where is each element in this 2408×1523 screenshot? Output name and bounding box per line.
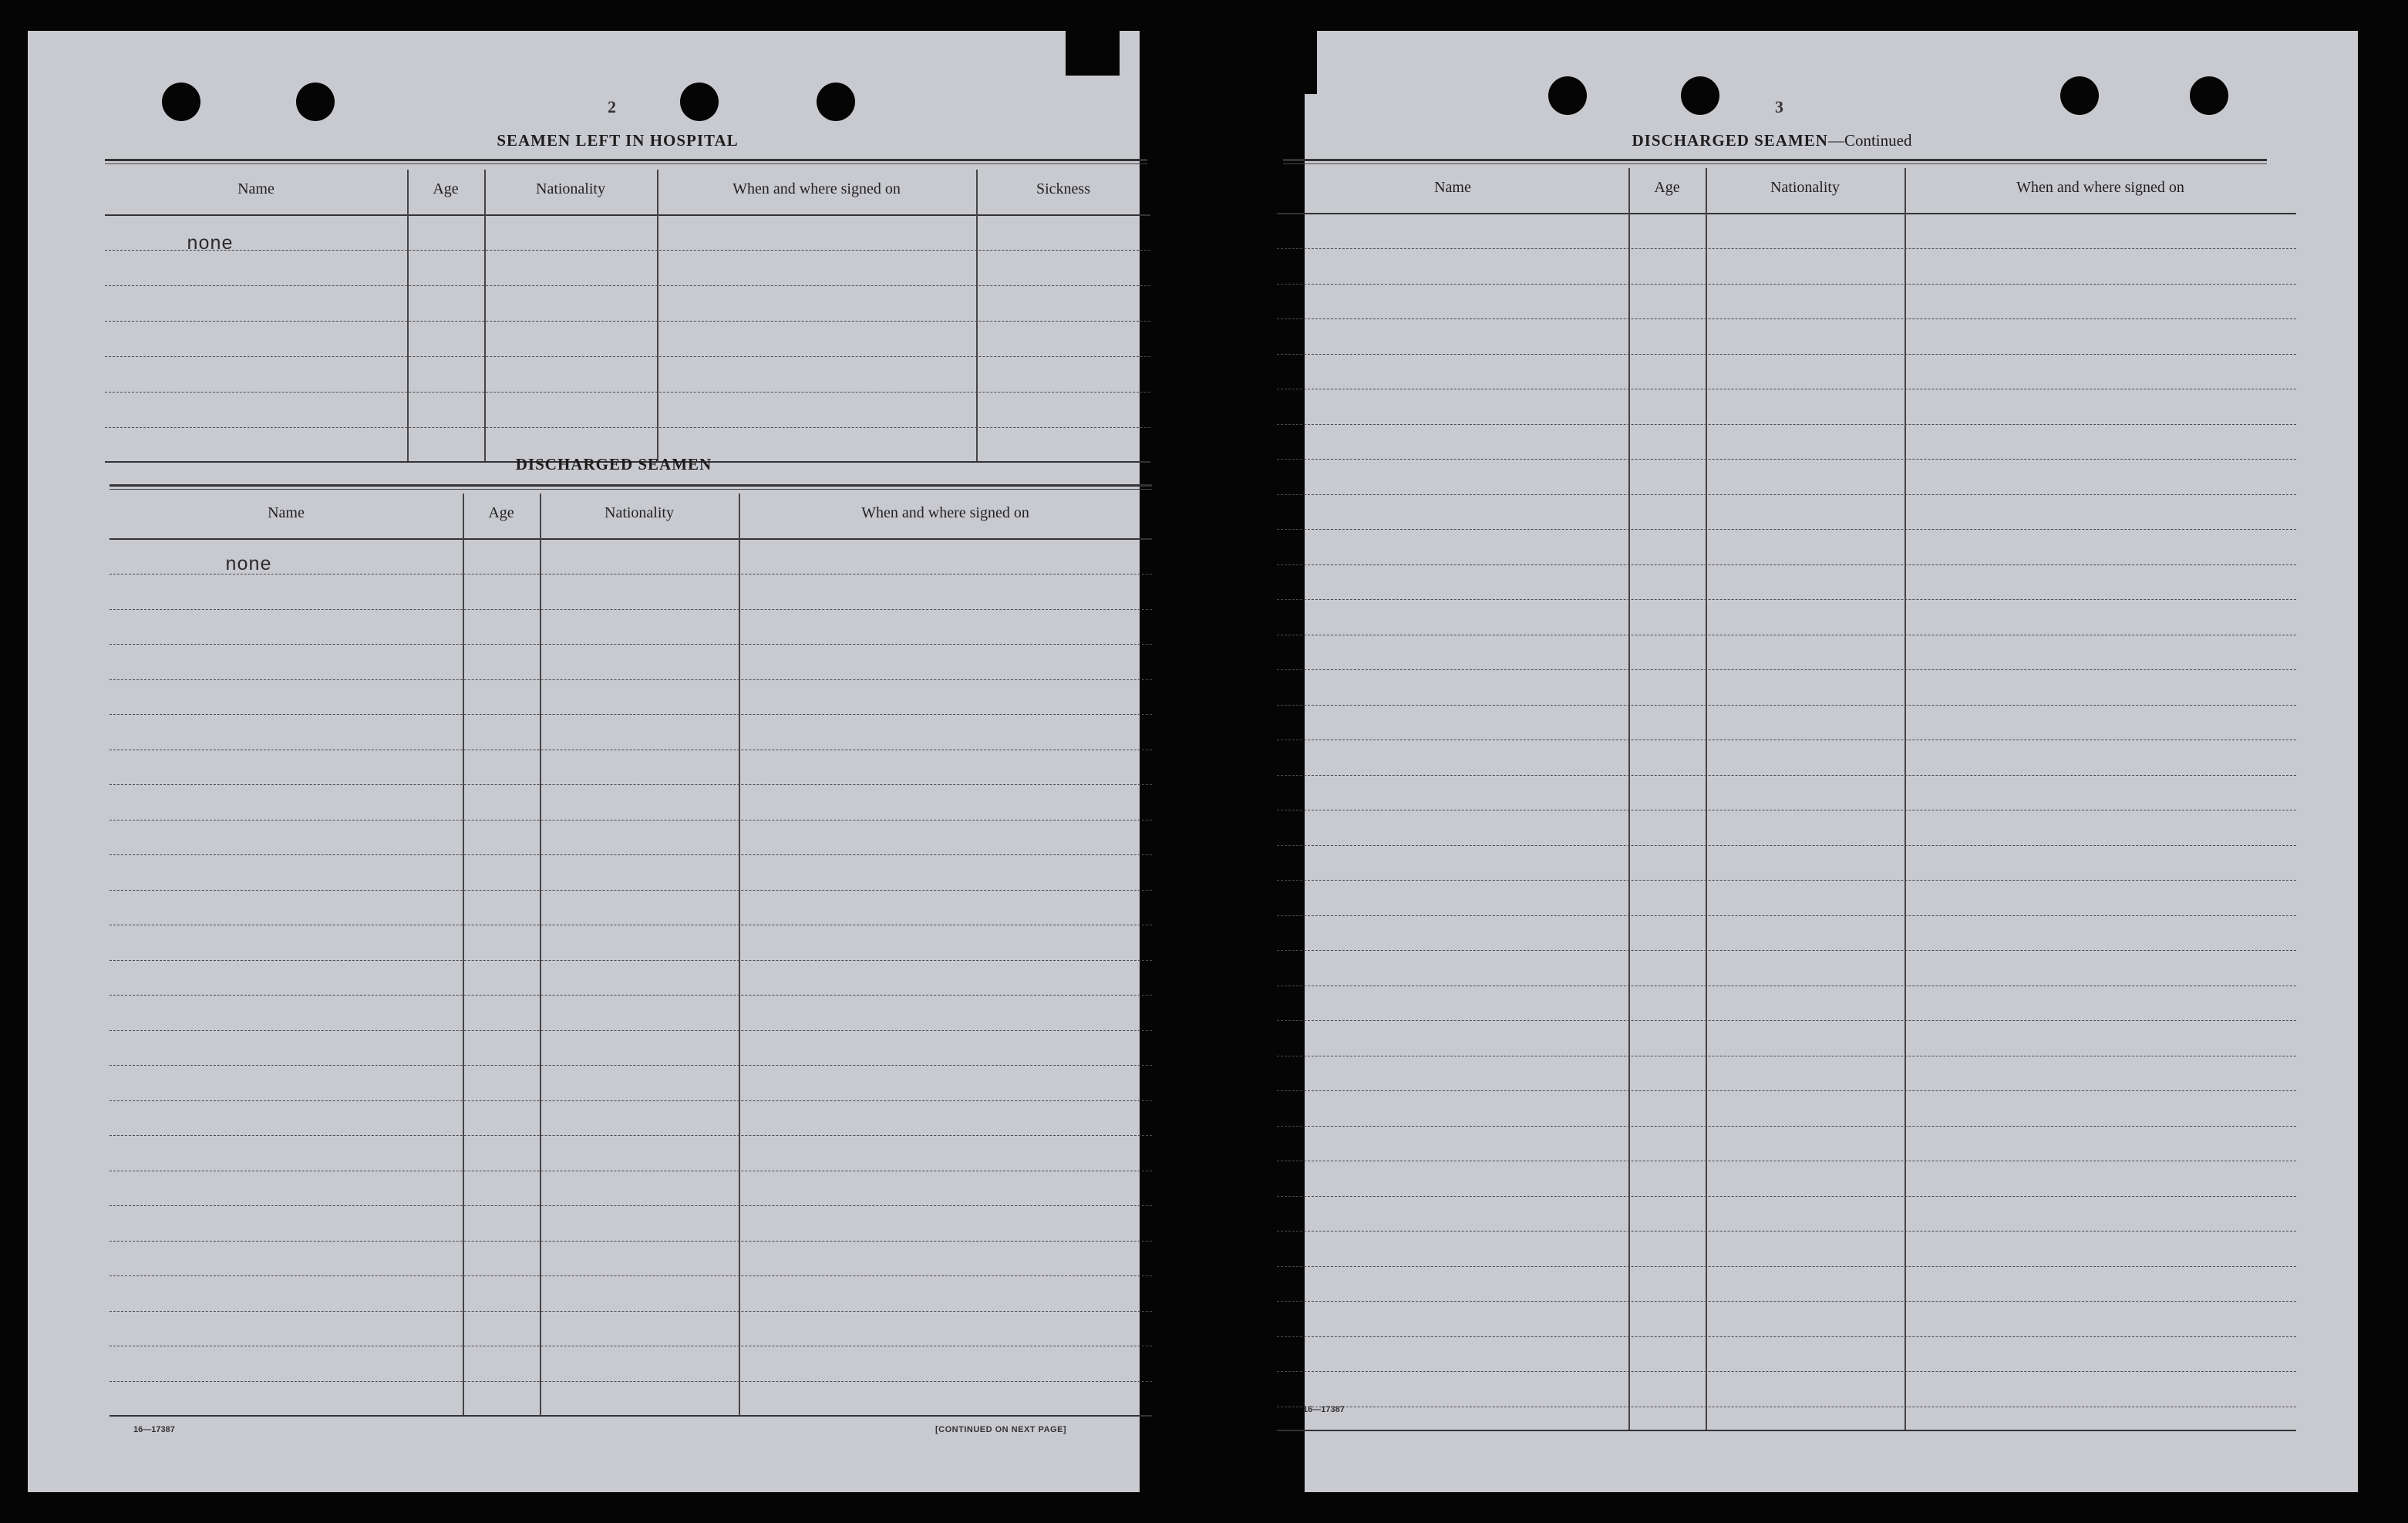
col-header-when-where: When and where signed on bbox=[2016, 179, 2184, 196]
table-row bbox=[109, 1381, 1152, 1382]
table-row bbox=[1277, 775, 2296, 776]
table-row bbox=[109, 995, 1152, 996]
punch-hole bbox=[680, 83, 719, 121]
page-number: 3 bbox=[1775, 97, 1783, 116]
column-divider bbox=[1706, 168, 1707, 1430]
table-row bbox=[105, 356, 1150, 357]
col-header-name: Name bbox=[268, 504, 305, 521]
table-row bbox=[1277, 915, 2296, 916]
col-header-nationality: Nationality bbox=[605, 504, 674, 521]
table-row bbox=[105, 392, 1150, 393]
table-row bbox=[109, 1311, 1152, 1312]
punch-hole bbox=[162, 83, 200, 121]
table-row bbox=[109, 854, 1152, 855]
table-row bbox=[109, 890, 1152, 891]
table-row bbox=[1277, 424, 2296, 425]
table-row bbox=[1277, 599, 2296, 600]
column-divider bbox=[407, 170, 409, 461]
col-header-age: Age bbox=[1654, 179, 1680, 196]
table-row bbox=[1277, 950, 2296, 951]
punch-hole bbox=[2060, 76, 2099, 115]
hospital-entry: none bbox=[187, 233, 234, 255]
discharged-continued-table bbox=[1277, 168, 2296, 1431]
col-header-name: Name bbox=[237, 180, 274, 197]
table-row bbox=[109, 1065, 1152, 1066]
form-number: 16—17387 bbox=[133, 1425, 175, 1434]
continued-note: [CONTINUED ON NEXT PAGE] bbox=[935, 1425, 1067, 1434]
table-row bbox=[109, 609, 1152, 610]
table-row bbox=[105, 285, 1150, 286]
table-row bbox=[1277, 1336, 2296, 1337]
form-number: 16—17387 bbox=[1303, 1405, 1345, 1414]
table-header bbox=[105, 170, 1150, 216]
table-row bbox=[1277, 1266, 2296, 1267]
table-row bbox=[109, 1100, 1152, 1101]
table-row bbox=[1277, 284, 2296, 285]
table-row bbox=[1277, 529, 2296, 530]
table-row bbox=[1277, 1196, 2296, 1197]
table-row bbox=[105, 321, 1150, 322]
hospital-section-title: SEAMEN LEFT IN HOSPITAL bbox=[497, 131, 739, 150]
header-rule bbox=[105, 159, 1147, 164]
column-divider bbox=[484, 170, 486, 461]
table-row bbox=[109, 960, 1152, 961]
discharged-entry: none bbox=[225, 554, 272, 576]
punch-hole bbox=[1548, 76, 1587, 115]
table-row bbox=[105, 427, 1150, 428]
column-divider bbox=[1628, 168, 1630, 1430]
col-header-age: Age bbox=[488, 504, 514, 521]
discharged-section-title: DISCHARGED SEAMEN bbox=[515, 455, 712, 473]
column-divider bbox=[739, 494, 740, 1415]
table-row bbox=[109, 1030, 1152, 1031]
page-number: 2 bbox=[608, 97, 616, 116]
col-header-nationality: Nationality bbox=[1770, 179, 1840, 196]
table-row bbox=[109, 679, 1152, 680]
column-divider bbox=[657, 170, 658, 461]
table-row bbox=[1277, 354, 2296, 355]
table-row bbox=[109, 644, 1152, 645]
title-text: DISCHARGED SEAMEN bbox=[1632, 131, 1828, 150]
table-row bbox=[1277, 1126, 2296, 1127]
col-header-sickness: Sickness bbox=[1036, 180, 1090, 197]
table-row bbox=[1277, 1371, 2296, 1372]
table-row bbox=[105, 250, 1150, 251]
table-row bbox=[1277, 248, 2296, 249]
header-rule bbox=[109, 484, 1152, 490]
punch-hole bbox=[2190, 76, 2228, 115]
table-row bbox=[1277, 1020, 2296, 1021]
table-row bbox=[109, 1205, 1152, 1206]
column-divider bbox=[976, 170, 978, 461]
header-rule bbox=[1283, 159, 2267, 164]
table-row bbox=[1277, 880, 2296, 881]
torn-edge bbox=[1305, 31, 1317, 94]
table-row bbox=[109, 1241, 1152, 1242]
table-row bbox=[1277, 494, 2296, 495]
table-row bbox=[1277, 459, 2296, 460]
table-row bbox=[109, 1275, 1152, 1276]
title-suffix: —Continued bbox=[1827, 131, 1912, 150]
table-row bbox=[109, 714, 1152, 715]
col-header-name: Name bbox=[1434, 179, 1471, 196]
table-row bbox=[1277, 1090, 2296, 1091]
discharged-continued-title bbox=[1305, 131, 2239, 150]
table-row bbox=[1277, 564, 2296, 565]
col-header-age: Age bbox=[433, 180, 459, 197]
col-header-when-where: When and where signed on bbox=[861, 504, 1029, 521]
table-header bbox=[109, 494, 1152, 540]
hospital-table bbox=[105, 170, 1150, 463]
col-header-when-where: When and where signed on bbox=[733, 180, 901, 197]
table-row bbox=[1277, 845, 2296, 846]
table-row bbox=[1277, 318, 2296, 319]
table-row bbox=[1277, 1231, 2296, 1232]
table-row bbox=[109, 1135, 1152, 1136]
column-divider bbox=[540, 494, 541, 1415]
left-page bbox=[28, 31, 1140, 1492]
column-divider bbox=[1905, 168, 1906, 1430]
discharged-table bbox=[109, 494, 1152, 1417]
col-header-nationality: Nationality bbox=[536, 180, 605, 197]
punch-hole bbox=[1681, 76, 1719, 115]
punch-hole bbox=[296, 83, 335, 121]
table-row bbox=[1277, 705, 2296, 706]
torn-edge bbox=[1066, 31, 1120, 76]
table-row bbox=[1277, 669, 2296, 670]
table-row bbox=[109, 784, 1152, 785]
column-divider bbox=[463, 494, 464, 1415]
punch-hole bbox=[817, 83, 855, 121]
table-row bbox=[1277, 1301, 2296, 1302]
table-header bbox=[1277, 168, 2296, 214]
right-page bbox=[1305, 31, 2358, 1492]
